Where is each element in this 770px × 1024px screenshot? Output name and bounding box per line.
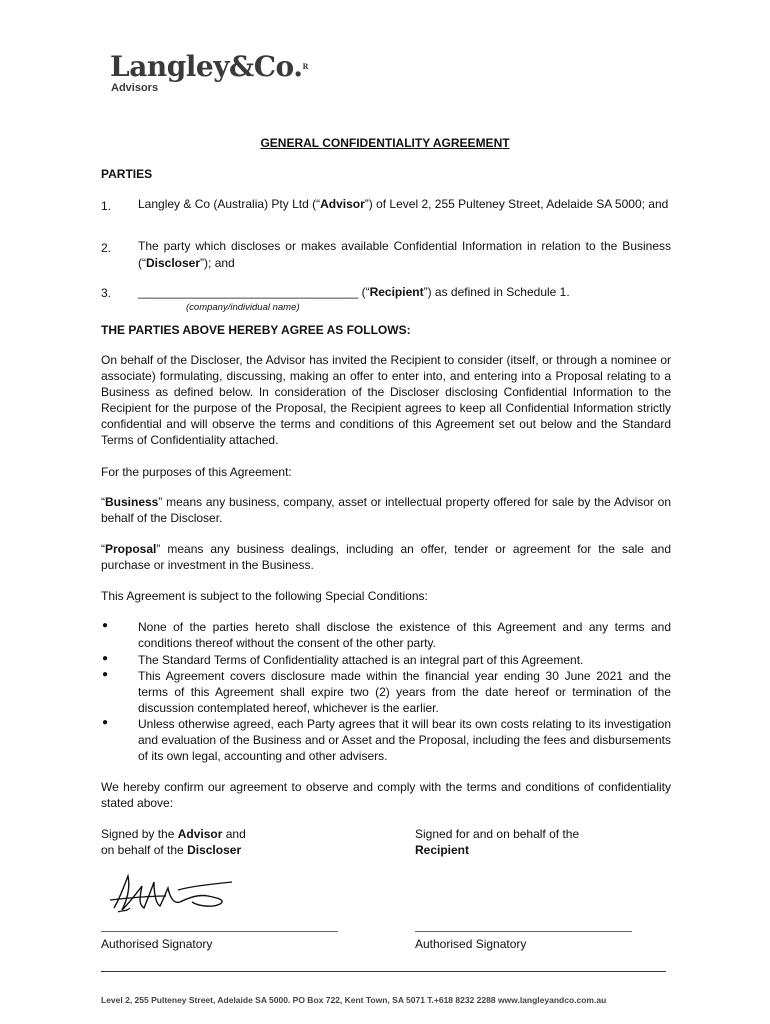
party-3-text: _________________________________ (“Recipient”) as defined in Schedule 1. bbox=[138, 285, 570, 299]
confirmation-paragraph: We hereby confirm our agreement to observe and comply with the terms and conditions of confidentiality stated above: bbox=[101, 780, 671, 810]
party-1-number: 1. bbox=[101, 199, 112, 213]
recipient-name-blank[interactable]: _________________________________ bbox=[138, 285, 359, 299]
party-3-number: 3. bbox=[101, 286, 112, 300]
party-2-text: The party which discloses or makes available Confidential Information in relation to the Business (“Discloser”); and bbox=[138, 239, 671, 270]
document-title: GENERAL CONFIDENTIALITY AGREEMENT bbox=[260, 136, 510, 150]
definition-proposal: “Proposal” means any business dealings, including an offer, tender or agreement for the sale and purchase or investment in the Business. bbox=[101, 542, 671, 572]
party-1-text: Langley & Co (Australia) Pty Ltd (“Advisor”) of Level 2, 255 Pulteney Street, Adelaide SA 5000; and bbox=[138, 197, 669, 211]
recipient-signatory-caption: Authorised Signatory bbox=[415, 937, 527, 951]
condition-2: The Standard Terms of Confidentiality attached is an integral part of this Agreement. bbox=[138, 653, 584, 667]
intro-paragraph: On behalf of the Discloser, the Advisor has invited the Recipient to consider (itself, or through a nominee or associate) formulating, discussing, making an offer to enter into, and entering into a Proposal relating to a Business as defined below. In consideration of the Discloser disclosing Confidential Information to the Recipient for the purpose of the Proposal, the Recipient agrees to keep all Confidential Information strictly confidential and will observe the terms and conditions of this Agreement set out below and the Standard Terms of Confidentiality attached. bbox=[101, 353, 671, 447]
definition-business: “Business” means any business, company, asset or intellectual property offered for sale by the Advisor on behalf of the Discloser. bbox=[101, 495, 671, 525]
party-2-number: 2. bbox=[101, 241, 112, 255]
logo-wordmark: Langley&Co.$^R$ bbox=[110, 50, 308, 83]
condition-4: Unless otherwise agreed, each Party agrees that it will bear its own costs relating to its investigation and evaluation of the Business and or Asset and the Proposal, including the fees and disbursements of its own legal, accounting and other advisers. bbox=[138, 717, 671, 763]
condition-3: This Agreement covers disclosure made within the financial year ending 30 June 2021 and the terms of this Agreement shall expire two (2) years from the date hereof or termination of the discussion contemplated hereof, whichever is the earlier. bbox=[138, 669, 671, 715]
purposes-line: For the purposes of this Agreement: bbox=[101, 465, 292, 479]
footer-divider bbox=[101, 971, 666, 972]
advisor-signatory-caption: Authorised Signatory bbox=[101, 937, 213, 951]
agree-heading: THE PARTIES ABOVE HEREBY AGREE AS FOLLOWS: bbox=[101, 323, 411, 337]
recipient-name-caption: (company/individual name) bbox=[186, 302, 300, 313]
parties-heading: PARTIES bbox=[101, 167, 153, 181]
advisor-signature-image bbox=[108, 868, 238, 918]
advisor-signature-line[interactable] bbox=[101, 931, 338, 932]
bullet-icon: ● bbox=[102, 620, 109, 631]
company-logo bbox=[110, 52, 308, 95]
bullet-icon: ● bbox=[102, 669, 109, 680]
condition-1: None of the parties hereto shall disclose the existence of this Agreement and any terms and conditions thereof without the consent of the other party. bbox=[138, 620, 671, 650]
advisor-signature-label: Signed by the Advisor and on behalf of the Discloser bbox=[101, 827, 246, 857]
recipient-signature-line[interactable] bbox=[415, 931, 632, 932]
bullet-icon: ● bbox=[102, 653, 109, 664]
bullet-icon: ● bbox=[102, 717, 109, 728]
footer-address: Level 2, 255 Pulteney Street, Adelaide SA 5000. PO Box 722, Kent Town, SA 5071 T.+618 8232 2288 www.langleyandco.com.au bbox=[101, 995, 607, 1005]
logo-tagline: Advisors bbox=[111, 82, 159, 94]
special-conditions-intro: This Agreement is subject to the following Special Conditions: bbox=[101, 589, 428, 603]
recipient-signature-label: Signed for and on behalf of the Recipient bbox=[415, 827, 580, 857]
